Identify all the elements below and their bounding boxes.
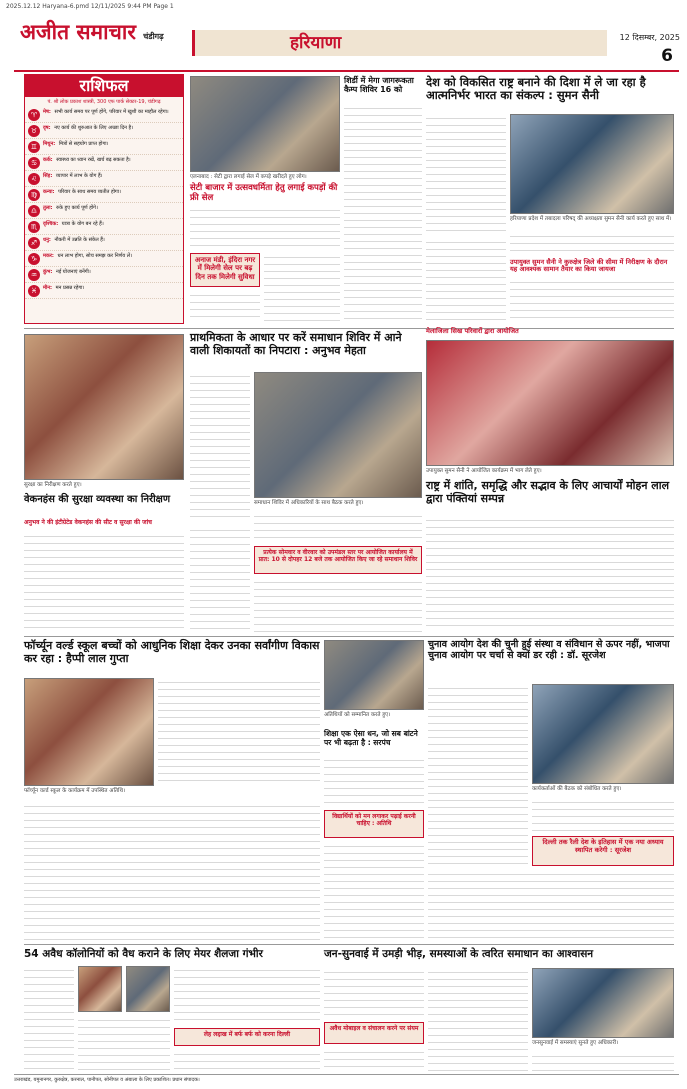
rashifal-entry bbox=[25, 187, 183, 203]
shiksha-headline: शिक्षा एक ऐसा धन, जो सब बांटने पर भी बढ़ता है : सरपंच bbox=[324, 729, 418, 747]
sunwai-body bbox=[324, 968, 424, 1018]
zodiac-name: कुंभ: bbox=[43, 269, 53, 275]
rashifal-text bbox=[43, 285, 84, 292]
zodiac-icon: ♐ bbox=[28, 237, 40, 249]
colony-body-2 bbox=[78, 1016, 170, 1072]
vidyarthi-box: विद्यार्थियों को मन लगाकर पढ़ाई करनी चाहिए : अतिथि bbox=[324, 810, 424, 838]
zodiac-icon: ♎ bbox=[28, 205, 40, 217]
zodiac-name: मीन: bbox=[43, 285, 53, 291]
prediction-text: मित्रों से सहयोग प्राप्त होगा। bbox=[57, 141, 109, 147]
vehicle-photo bbox=[24, 334, 184, 480]
fortune-body-2 bbox=[24, 802, 320, 940]
rashifal-entry bbox=[25, 171, 183, 187]
fortune-body bbox=[158, 678, 320, 786]
rashifal-text bbox=[43, 253, 132, 260]
zodiac-name: कर्क: bbox=[43, 157, 53, 163]
shiksha-body-2 bbox=[324, 842, 424, 940]
sale-headline: सेटी बाजार में उत्सवधर्मिता हेतु लगाई कपड़ों की फ्री सेल bbox=[190, 183, 338, 203]
rashifal-entry bbox=[25, 219, 183, 235]
vehicle-caption: सुरक्षा का निरीक्षण करते हुए। bbox=[24, 482, 82, 488]
rashifal-text bbox=[43, 157, 131, 164]
prediction-text: परिवार के साथ समय व्यतीत होगा। bbox=[56, 189, 121, 195]
shirdi-headline: शिर्डी में मेगा जागरूकता कैम्प शिविर 16 को bbox=[344, 76, 414, 95]
zodiac-icon: ♒ bbox=[28, 269, 40, 281]
sunwai-body-3 bbox=[428, 968, 528, 1072]
imprint-line: उत्तराखंड, यमुनानगर, कुरुक्षेत्र, करनाल, पानीपत, सोनीपत व अंबाला के लिए प्रकाशित। प्रधान संपादक। bbox=[14, 1074, 679, 1086]
inspection-headline: उपायुक्त सुमन सैनी ने कुरुक्षेत्र जिले की सीमा में निरीक्षण के दौरान यह आवश्यक सामान तैयार का किया जायजा bbox=[510, 258, 668, 274]
zodiac-icon: ♍ bbox=[28, 189, 40, 201]
vehicle-subhead: अनुभव ने की इंटीग्रेटेड वेकनहंस की सीट व सुरक्षा की जांच bbox=[24, 519, 152, 526]
sale-photo bbox=[190, 76, 340, 172]
rashifal-entry bbox=[25, 235, 183, 251]
rashifal-box bbox=[24, 74, 184, 324]
prediction-text: मन प्रसन्न रहेगा। bbox=[54, 285, 85, 291]
desh-body bbox=[426, 114, 506, 234]
divider bbox=[24, 944, 674, 945]
anaj-box: अनाज मंडी, इंदिरा नगर में मिलेगी सेल पर बढ़ दिन तक मिलेगी सुविधा bbox=[190, 253, 260, 287]
shirdi-body bbox=[344, 104, 422, 324]
rashifal-entry bbox=[25, 155, 183, 171]
rashtra-body bbox=[426, 516, 674, 632]
mayor-photo bbox=[78, 966, 122, 1012]
rashifal-text bbox=[43, 125, 133, 132]
rashifal-entry bbox=[25, 251, 183, 267]
delhi-box: दिल्ली तक रैली देश के इतिहास में एक नया अध्याय स्थापित करेगी : सूरजेश bbox=[532, 836, 674, 866]
rashifal-text bbox=[43, 189, 121, 196]
zodiac-icon: ♈ bbox=[28, 109, 40, 121]
anubhav-caption: समाधान शिविर में अधिकारियों के साथ बैठक करते हुए। bbox=[254, 500, 364, 506]
colony-body bbox=[24, 966, 74, 1072]
colony-body-4 bbox=[174, 1050, 320, 1072]
chunav-headline: चुनाव आयोग देश की चुनी हुई संस्था व संविधान से ऊपर नहीं, भाजपा चुनाव आयोग पर चर्चा से क्यों डर रही : डॉ. सूरजेश bbox=[428, 639, 670, 661]
shiksha-photo bbox=[324, 640, 424, 710]
desh-headline: देश को विकसित राष्ट्र बनाने की दिशा में ले जा रहा है आत्मनिर्भर भारत का संकल्प : सुमन सैनी bbox=[426, 75, 646, 103]
prediction-text: धन लाभ होगा, सोच समझ कर निर्णय लें। bbox=[55, 253, 133, 259]
zodiac-icon: ♊ bbox=[28, 141, 40, 153]
rashtra-headline: राष्ट्र में शांति, समृद्धि और सद्भाव के लिए आचार्यों मोहन लाल द्वारा पंक्तियां सम्पन्न bbox=[426, 479, 670, 505]
official-photo bbox=[126, 966, 170, 1012]
prediction-text: नए कार्य की शुरुआत के लिए अच्छा दिन है। bbox=[52, 125, 134, 131]
suman-body bbox=[510, 232, 674, 256]
zodiac-icon: ♌ bbox=[28, 173, 40, 185]
print-slug-line: 2025.12.12 Haryana-6.pmd 12/11/2025 9:44 PM Page 1 bbox=[6, 3, 174, 10]
samadhan-box: प्रत्येक सोमवार व वीरवार को उपमंडल स्तर पर आयोजित कार्यालय में प्रात: 10 से दोपहर 12 बजे तक आयोजित किए जा रहे समाधान शिविर bbox=[254, 546, 422, 574]
anubhav-headline: प्राथमिकता के आधार पर करें समाधान शिविर में आने वाली शिकायतों का निपटारा : अनुभव मेहता bbox=[190, 331, 402, 357]
sale-caption: एलनाबाद : सेटी द्वारा लगाई सेल में कपड़े खरीदते हुए लोग। bbox=[190, 174, 307, 180]
zodiac-name: मिथुन: bbox=[43, 141, 56, 147]
inspection-body bbox=[510, 278, 674, 324]
rashifal-text bbox=[43, 173, 103, 180]
zodiac-icon: ♏ bbox=[28, 221, 40, 233]
vehicle-body bbox=[24, 532, 184, 632]
rashifal-text bbox=[43, 221, 104, 228]
prediction-text: स्वास्थ्य का ध्यान रखें, खर्च बढ़ सकता है। bbox=[54, 157, 131, 163]
rashifal-entry bbox=[25, 123, 183, 139]
chunav-photo bbox=[532, 684, 674, 784]
brand-city: चंडीगढ़ bbox=[143, 32, 164, 41]
rashifal-text bbox=[43, 109, 169, 116]
zodiac-icon: ♉ bbox=[28, 125, 40, 137]
zodiac-icon: ♋ bbox=[28, 157, 40, 169]
rashifal-text bbox=[43, 237, 105, 244]
masthead bbox=[14, 14, 679, 72]
rashifal-text bbox=[43, 269, 91, 276]
zodiac-name: वृष: bbox=[43, 125, 51, 131]
anaj-body-2 bbox=[190, 291, 260, 323]
anubhav-body bbox=[190, 372, 250, 522]
prediction-text: नई योजनाएं बनेंगी। bbox=[54, 269, 91, 275]
anaj-body bbox=[264, 253, 340, 323]
rashifal-title: राशिफल bbox=[25, 75, 183, 97]
chunav-caption: कार्यकर्ताओं की बैठक को संबोधित करते हुए। bbox=[532, 786, 622, 792]
desh-body-2 bbox=[426, 238, 506, 324]
section-title: हरियाणा bbox=[192, 30, 607, 56]
prediction-text: यात्रा के योग बन रहे हैं। bbox=[60, 221, 104, 227]
zodiac-name: धनु: bbox=[43, 237, 51, 243]
zodiac-name: मेष: bbox=[43, 109, 51, 115]
rashifal-entry bbox=[25, 203, 183, 219]
sale-body bbox=[190, 206, 340, 250]
anubhav-body-2 bbox=[254, 512, 422, 542]
chunav-body-2 bbox=[532, 798, 674, 832]
rashifal-author: पं. श्री लोक प्रकाश शास्त्री, 300 एफ पार्क सेक्टर-19, चंडीगढ़ bbox=[47, 99, 161, 105]
rashifal-entry bbox=[25, 283, 183, 299]
rashtra-caption: उपायुक्त सुमन सैनी ने आयोजित कार्यक्रम में भाग लेते हुए। bbox=[426, 468, 542, 474]
sunwai-headline: जन-सुनवाई में उमड़ी भीड़, समस्याओं के त्वरित समाधान का आश्वासन bbox=[324, 948, 594, 960]
prediction-text: नौकरी में उन्नति के संकेत हैं। bbox=[52, 237, 105, 243]
brand-name: अजीत समाचार bbox=[20, 19, 136, 44]
fortune-headline: फॉर्च्यून वर्ल्ड स्कूल बच्चों को आधुनिक शिक्षा देकर उनका सर्वांगीण विकास कर रहा : हैप्पी लाल गुप्ता bbox=[24, 639, 320, 665]
divider bbox=[24, 636, 674, 637]
zodiac-icon: ♑ bbox=[28, 253, 40, 265]
chunav-body-3 bbox=[428, 870, 674, 940]
fortune-caption: फॉर्च्यून वर्ल्ड स्कूल के कार्यक्रम में उपस्थित अतिथि। bbox=[24, 788, 126, 794]
rashifal-list bbox=[25, 107, 183, 299]
sunwai-body-2 bbox=[324, 1048, 424, 1072]
prediction-text: व्यापार में लाभ के योग हैं। bbox=[54, 173, 103, 179]
shiksha-body bbox=[324, 756, 424, 806]
prediction-text: सभी कार्य समय पर पूर्ण होंगे, परिवार में खुशी का माहौल रहेगा। bbox=[52, 109, 169, 115]
anubhav-body-3 bbox=[190, 526, 250, 632]
anubhav-body-4 bbox=[254, 578, 422, 632]
zodiac-icon: ♓ bbox=[28, 285, 40, 297]
fortune-photo bbox=[24, 678, 154, 786]
chunav-body bbox=[428, 684, 528, 864]
rashifal-entry bbox=[25, 107, 183, 123]
prediction-text: रुके हुए कार्य पूर्ण होंगे। bbox=[54, 205, 98, 211]
zodiac-name: कन्या: bbox=[43, 189, 55, 195]
zodiac-name: मकर: bbox=[43, 253, 54, 259]
rashifal-text bbox=[43, 205, 98, 212]
rashtra-photo bbox=[426, 340, 674, 466]
suman-photo bbox=[510, 114, 674, 214]
newspaper-logo bbox=[20, 18, 190, 50]
sunwai-photo bbox=[532, 968, 674, 1038]
anubhav-photo bbox=[254, 372, 422, 498]
small-box-1: लेह लद्दाख में बर्फ बर्फ को करना दिल्ली bbox=[174, 1028, 320, 1046]
rashifal-text bbox=[43, 141, 108, 148]
page-number: 6 bbox=[661, 46, 673, 66]
suman-caption: हरियाणा प्रदेश में तबादला परिषद् की अध्यक्षता सुमन सैनी कार्य करते हुए साथ में। bbox=[510, 216, 672, 222]
colony-headline: 54 अवैध कॉलोनियों को वैध कराने के लिए मेयर शैलजा गंभीर bbox=[24, 948, 263, 960]
zodiac-name: सिंह: bbox=[43, 173, 53, 179]
small-box-2: अवैध मोबाइल व संचालन करने पर संयम bbox=[324, 1022, 424, 1044]
zodiac-name: तुला: bbox=[43, 205, 53, 211]
sunwai-caption: जनसुनवाई में समस्याएं सुनते हुए अधिकारी। bbox=[532, 1040, 619, 1046]
zodiac-name: वृश्चिक: bbox=[43, 221, 59, 227]
rashtra-kicker: मेलाजिला सिख परिवारों द्वारा आयोजित bbox=[426, 327, 519, 335]
colony-body-3 bbox=[174, 966, 320, 1024]
issue-date: 12 दिसम्बर, 2025 bbox=[619, 33, 680, 42]
vehicle-headline: वेकनहंस की सुरक्षा व्यवस्था का निरीक्षण bbox=[24, 494, 171, 505]
sunwai-body-4 bbox=[532, 1052, 674, 1072]
rashifal-entry bbox=[25, 139, 183, 155]
rashifal-entry bbox=[25, 267, 183, 283]
shiksha-caption: अतिथियों को सम्मानित करते हुए। bbox=[324, 712, 391, 718]
